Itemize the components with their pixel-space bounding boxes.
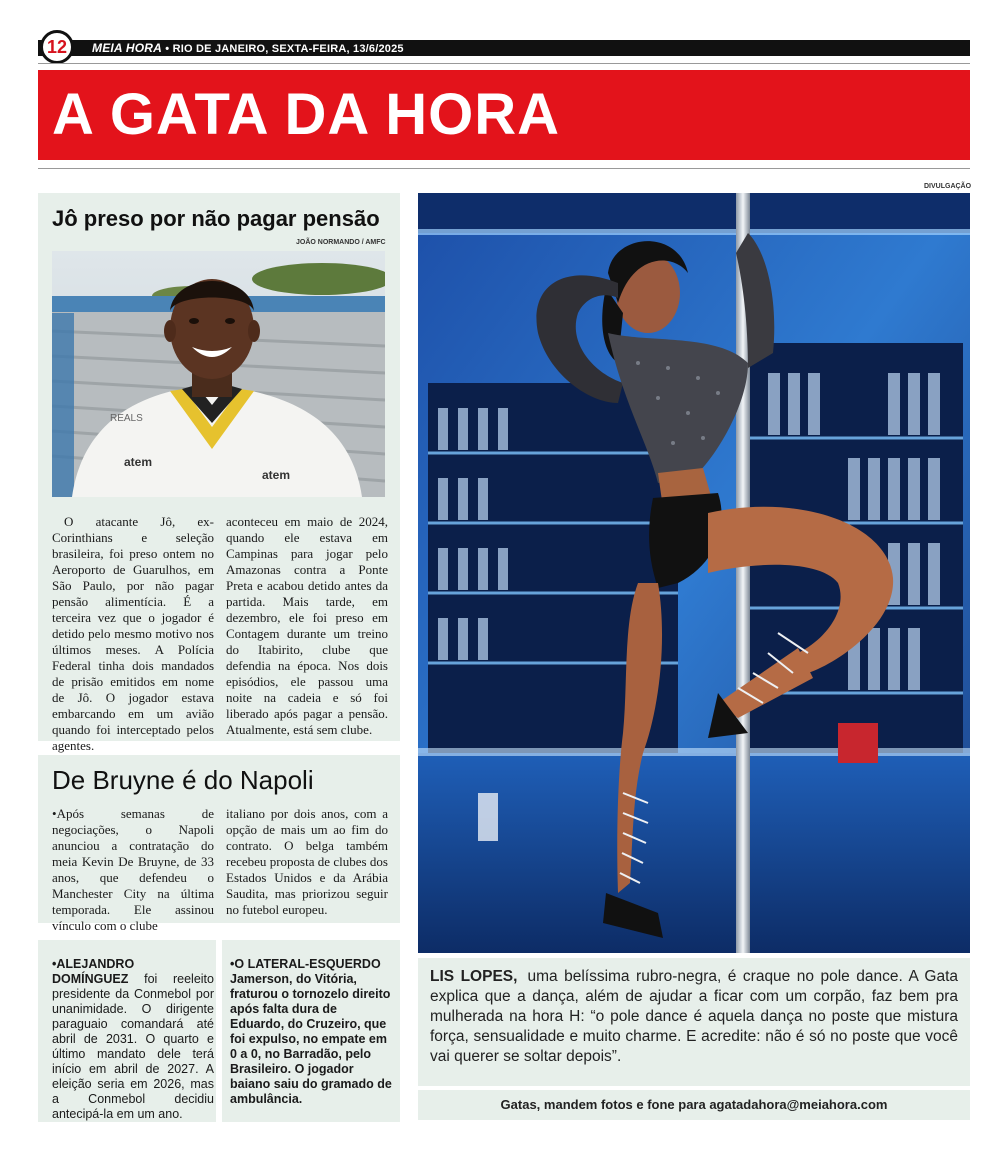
photo-credit: DIVULGAÇÃO <box>924 183 972 190</box>
player-photo-illustration <box>52 251 385 497</box>
photo-caption <box>430 967 958 1067</box>
caption-text: uma belíssima rubro-negra, é craque no pole dance. A Gata explica que a dança, além de ajudar a ficar com um corpão, faz bem pra mulherada na hora H: “o pole dance é aquela dança no poste que mistura força, sensualidade e muito charme. E acredite: não é só no poste que você vai querer se soltar depois”. <box>430 968 959 1065</box>
brief-lead: ALEJANDRO DOMÍNGUEZ <box>52 957 135 986</box>
caption-name: LIS LOPES, <box>430 968 518 985</box>
divider <box>38 168 970 169</box>
section-title: A GATA DA HORA <box>52 82 561 147</box>
page-number: 12 <box>40 30 74 64</box>
svg-text:atem: atem <box>262 468 291 482</box>
player-photo <box>52 251 385 497</box>
photo-credit: JOÃO NORMANDO / AMFC <box>296 239 386 246</box>
story-headline: De Bruyne é do Napoli <box>52 765 314 795</box>
story-headline: Jô preso por não pagar pensão <box>52 206 380 231</box>
bullet: • <box>52 957 57 971</box>
story-column <box>52 514 214 770</box>
story-column <box>52 806 214 934</box>
story-column <box>226 514 388 738</box>
story-paragraph: O atacante Jô, ex-Corinthians e seleção brasileira, foi preso ontem no Aeroporto de Guarulhos, em São Paulo, por não pagar pensão alimentícia. É a terceira vez que o jogador é detido pelo mesmo motivo nos últimos meses. A Polícia Federal tinha dois mandados de prisão emitidos em nome de Jô. O jogador estava embarcando em um avião quando foi interceptado pelos agentes. <box>52 514 214 753</box>
brief-lead: O LATERAL-ESQUERDO <box>234 957 381 971</box>
newspaper-brand: MEIA HORA <box>92 41 163 55</box>
featured-photo-illustration <box>418 193 970 953</box>
svg-text:REALS: REALS <box>110 413 143 424</box>
masthead-separator: • <box>165 43 170 55</box>
call-to-action: Gatas, mandem fotos e fone para agatadahora@meiahora.com <box>500 1097 888 1112</box>
featured-photo <box>418 193 970 953</box>
dateline: RIO DE JANEIRO, SEXTA-FEIRA, 13/6/2025 <box>172 43 404 55</box>
bullet: • <box>52 806 57 821</box>
brief-text: foi reeleito presidente da Conmebol por unanimidade. O dirigente paraguaio comandará até abril de 2031. O quarto e último mandato dele terá início em abril de 2027. A eleição seria em 2026, mas a Conmebol decidiu antecipá-la em um ano. <box>52 972 214 1121</box>
brief-jamerson <box>230 957 392 1107</box>
brief-alejandro <box>52 957 214 1122</box>
masthead <box>92 40 404 56</box>
story-paragraph: aconteceu em maio de 2024, quando ele estava em Campinas para jogar pelo Amazonas contra a Ponte Preta e acabou detido antes da partida. Mais tarde, em dezembro, ele foi preso em Contagem durante um treino do Itabirito, clube que defendia na época. Nos dois episódios, ele passou uma noite na cadeia e só foi liberado após pagar a pensão. Atualmente, está sem clube. <box>226 514 388 737</box>
story-column <box>226 806 388 918</box>
divider <box>38 63 970 64</box>
svg-text:atem: atem <box>124 455 153 469</box>
story-paragraph: italiano por dois anos, com a opção de mais um ao fim do contrato. O belga também recebeu proposta de clubes dos Estados Unidos e da Arábia Saudita, mas priorizou seguir no futebol europeu. <box>226 806 388 917</box>
story-paragraph: Após semanas de negociações, o Napoli anunciou a contratação do meia Kevin De Bruyne, de 33 anos, que defendeu o Manchester City na última temporada. Ele assinou vínculo com o clube <box>52 806 214 933</box>
bullet: • <box>230 957 235 971</box>
brief-text: Jamerson, do Vitória, fraturou o tornozelo direito após falta dura de Eduardo, do Cruzeiro, que foi expulso, no empate em 0 a 0, no Barradão, pelo Brasileiro. O jogador baiano saiu do gramado de ambulância. <box>230 972 392 1106</box>
